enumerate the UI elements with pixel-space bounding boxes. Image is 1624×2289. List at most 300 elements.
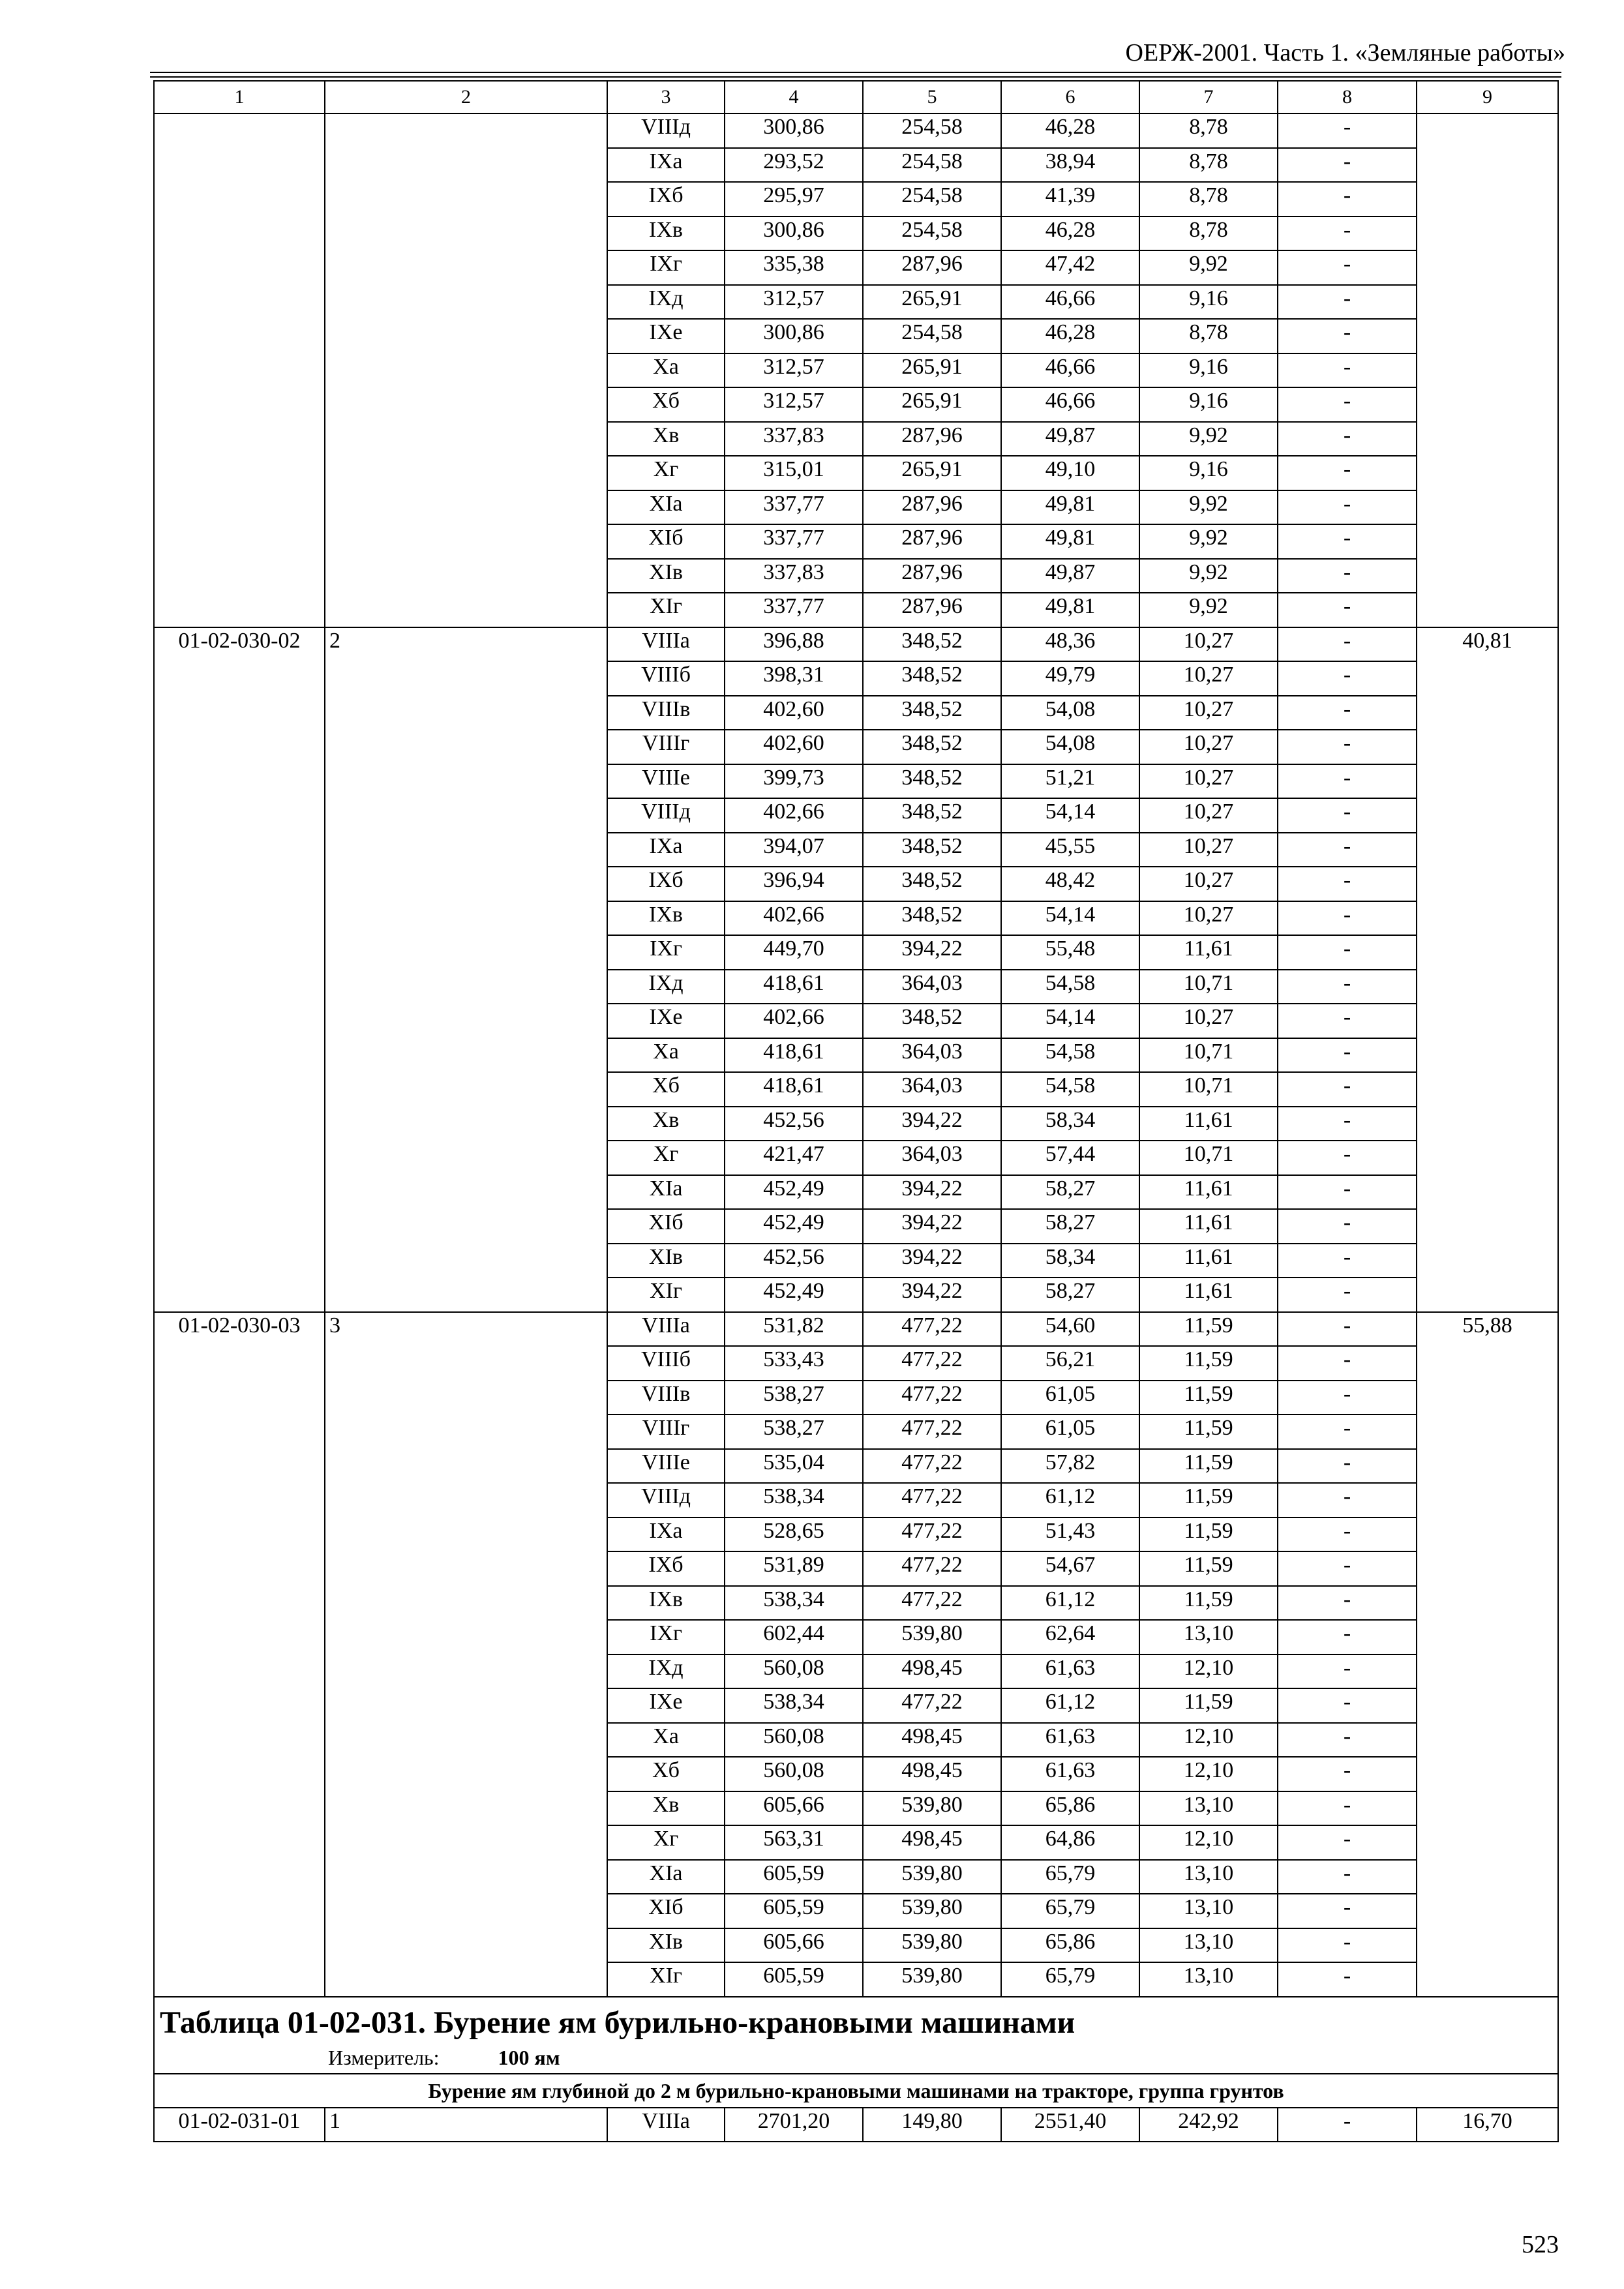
soil-group-cell: Xб	[607, 387, 725, 422]
soil-group-cell: XIб	[607, 1894, 725, 1928]
soil-group-cell: Xв	[607, 422, 725, 456]
wages-cell: 364,03	[863, 970, 1001, 1004]
total-cost-cell: 335,38	[725, 250, 863, 285]
wages-cell: 477,22	[863, 1483, 1001, 1518]
wages-cell: 394,22	[863, 935, 1001, 970]
total-cost-cell: 538,34	[725, 1586, 863, 1621]
wages-cell: 394,22	[863, 1244, 1001, 1278]
soil-group-cell: VIIIд	[607, 798, 725, 833]
machinist-wages-cell: 11,59	[1139, 1688, 1278, 1723]
machine-cost-cell: 46,28	[1001, 113, 1139, 148]
machinist-wages-cell: 11,59	[1139, 1449, 1278, 1484]
soil-group-cell: XIв	[607, 1244, 725, 1278]
machinist-wages-cell: 11,59	[1139, 1414, 1278, 1449]
work-description-cell: 2	[325, 627, 607, 1312]
wages-cell: 287,96	[863, 490, 1001, 525]
soil-group-cell: IXг	[607, 935, 725, 970]
soil-group-cell: VIIIа	[607, 1312, 725, 1347]
total-cost-cell: 452,56	[725, 1107, 863, 1141]
soil-group-cell: Xв	[607, 1791, 725, 1826]
column-number-cell: 4	[725, 81, 863, 113]
machinist-wages-cell: 11,59	[1139, 1518, 1278, 1552]
soil-group-cell: XIг	[607, 593, 725, 627]
machinist-wages-cell: 10,27	[1139, 730, 1278, 764]
machine-cost-cell: 61,12	[1001, 1688, 1139, 1723]
table-title: Таблица 01-02-031. Бурение ям бурильно-крановыми машинами	[160, 2005, 1075, 2040]
wages-cell: 394,22	[863, 1107, 1001, 1141]
total-cost-cell: 528,65	[725, 1518, 863, 1552]
table-row	[154, 627, 1558, 662]
materials-cell: -	[1278, 1962, 1417, 1997]
materials-cell: -	[1278, 1483, 1417, 1518]
wages-cell: 348,52	[863, 696, 1001, 730]
rates-table	[153, 80, 1559, 2142]
machine-cost-cell: 64,86	[1001, 1825, 1139, 1860]
total-cost-cell: 535,04	[725, 1449, 863, 1484]
soil-group-cell: VIIIб	[607, 661, 725, 696]
table-row	[154, 1312, 1558, 1347]
machinist-wages-cell: 10,71	[1139, 1038, 1278, 1073]
machine-cost-cell: 61,05	[1001, 1414, 1139, 1449]
machinist-wages-cell: 13,10	[1139, 1791, 1278, 1826]
machine-cost-cell: 65,86	[1001, 1791, 1139, 1826]
wages-cell: 539,80	[863, 1860, 1001, 1894]
machinist-wages-cell: 11,59	[1139, 1483, 1278, 1518]
wages-cell: 364,03	[863, 1038, 1001, 1073]
machine-cost-cell: 61,63	[1001, 1757, 1139, 1791]
machine-cost-cell: 49,81	[1001, 593, 1139, 627]
machine-cost-cell: 54,58	[1001, 1038, 1139, 1073]
total-cost-cell: 337,83	[725, 559, 863, 593]
machine-cost-cell: 58,27	[1001, 1278, 1139, 1312]
total-cost-cell: 538,27	[725, 1381, 863, 1415]
labour-cost-cell: 55,88	[1417, 1312, 1558, 1997]
materials-cell: -	[1278, 901, 1417, 936]
soil-group-cell: Xг	[607, 1825, 725, 1860]
materials-cell: -	[1278, 1894, 1417, 1928]
soil-group-cell: IXе	[607, 1688, 725, 1723]
machinist-wages-cell: 8,78	[1139, 148, 1278, 183]
machinist-wages-cell: 11,59	[1139, 1312, 1278, 1347]
soil-group-cell: IXг	[607, 250, 725, 285]
materials-cell: -	[1278, 319, 1417, 353]
total-cost-cell: 418,61	[725, 970, 863, 1004]
total-cost-cell: 312,57	[725, 387, 863, 422]
wages-cell: 477,22	[863, 1381, 1001, 1415]
machinist-wages-cell: 9,92	[1139, 559, 1278, 593]
machine-cost-cell: 54,67	[1001, 1551, 1139, 1586]
machine-cost-cell: 54,14	[1001, 1004, 1139, 1038]
machine-cost-cell: 54,58	[1001, 1072, 1139, 1107]
machine-cost-cell: 51,21	[1001, 764, 1139, 799]
labour-cost-cell: 40,81	[1417, 627, 1558, 1312]
machinist-wages-cell: 13,10	[1139, 1928, 1278, 1963]
table-subtitle-row	[154, 2074, 1558, 2108]
wages-cell: 287,96	[863, 559, 1001, 593]
wages-cell: 254,58	[863, 182, 1001, 217]
machinist-wages-cell: 10,27	[1139, 661, 1278, 696]
total-cost-cell: 602,44	[725, 1620, 863, 1654]
soil-group-cell: VIIIг	[607, 730, 725, 764]
machine-cost-cell: 58,34	[1001, 1107, 1139, 1141]
soil-group-cell: Xа	[607, 353, 725, 388]
materials-cell: -	[1278, 1928, 1417, 1963]
materials-cell: -	[1278, 353, 1417, 388]
machine-cost-cell: 48,36	[1001, 627, 1139, 662]
table-row	[154, 113, 1558, 148]
column-number-cell: 2	[325, 81, 607, 113]
machine-cost-cell: 61,05	[1001, 1381, 1139, 1415]
soil-group-cell: IXа	[607, 833, 725, 867]
machine-cost-cell: 48,42	[1001, 867, 1139, 901]
machinist-wages-cell: 8,78	[1139, 182, 1278, 217]
machinist-wages-cell: 12,10	[1139, 1825, 1278, 1860]
soil-group-cell: VIIIв	[607, 696, 725, 730]
total-cost-cell: 295,97	[725, 182, 863, 217]
machinist-wages-cell: 11,61	[1139, 935, 1278, 970]
wages-cell: 348,52	[863, 764, 1001, 799]
code-cell: 01-02-031-01	[154, 2108, 325, 2142]
materials-cell: -	[1278, 456, 1417, 490]
total-cost-cell: 315,01	[725, 456, 863, 490]
labour-cost-cell	[1417, 113, 1558, 627]
machine-cost-cell: 49,10	[1001, 456, 1139, 490]
page-header: ОЕРЖ-2001. Часть 1. «Земляные работы»	[1125, 39, 1565, 67]
wages-cell: 348,52	[863, 627, 1001, 662]
table-title-row	[154, 1997, 1558, 2074]
materials-cell: -	[1278, 1346, 1417, 1381]
materials-cell: -	[1278, 661, 1417, 696]
column-number-cell: 7	[1139, 81, 1278, 113]
machinist-wages-cell: 10,27	[1139, 764, 1278, 799]
materials-cell: -	[1278, 182, 1417, 217]
total-cost-cell: 605,59	[725, 1962, 863, 1997]
work-description-cell: 3	[325, 1312, 607, 1997]
machinist-wages-cell: 11,61	[1139, 1278, 1278, 1312]
wages-cell: 394,22	[863, 1278, 1001, 1312]
materials-cell: -	[1278, 1312, 1417, 1347]
wages-cell: 254,58	[863, 217, 1001, 251]
machine-cost-cell: 56,21	[1001, 1346, 1139, 1381]
materials-cell: -	[1278, 1004, 1417, 1038]
soil-group-cell: XIа	[607, 1175, 725, 1210]
table-subtitle: Бурение ям глубиной до 2 м бурильно-крановыми машинами на тракторе, группа грунтов	[154, 2074, 1558, 2108]
soil-group-cell: IXб	[607, 182, 725, 217]
soil-group-cell: Xг	[607, 456, 725, 490]
total-cost-cell: 560,08	[725, 1757, 863, 1791]
column-number-cell: 8	[1278, 81, 1417, 113]
wages-cell: 265,91	[863, 387, 1001, 422]
soil-group-cell: IXв	[607, 217, 725, 251]
total-cost-cell: 300,86	[725, 217, 863, 251]
soil-group-cell: IXа	[607, 148, 725, 183]
soil-group-cell: XIг	[607, 1962, 725, 1997]
machine-cost-cell: 61,12	[1001, 1483, 1139, 1518]
machinist-wages-cell: 8,78	[1139, 319, 1278, 353]
machine-cost-cell: 38,94	[1001, 148, 1139, 183]
total-cost-cell: 312,57	[725, 285, 863, 320]
total-cost-cell: 402,66	[725, 798, 863, 833]
machine-cost-cell: 41,39	[1001, 182, 1139, 217]
soil-group-cell: IXб	[607, 867, 725, 901]
total-cost-cell: 312,57	[725, 353, 863, 388]
soil-group-cell: IXв	[607, 1586, 725, 1621]
machine-cost-cell: 65,79	[1001, 1894, 1139, 1928]
total-cost-cell: 538,34	[725, 1688, 863, 1723]
wages-cell: 364,03	[863, 1072, 1001, 1107]
header-rule-top	[150, 72, 1561, 73]
soil-group-cell: XIб	[607, 524, 725, 559]
total-cost-cell: 538,34	[725, 1483, 863, 1518]
wages-cell: 287,96	[863, 250, 1001, 285]
soil-group-cell: IXб	[607, 1551, 725, 1586]
materials-cell: -	[1278, 1381, 1417, 1415]
materials-cell: -	[1278, 798, 1417, 833]
wages-cell: 477,22	[863, 1449, 1001, 1484]
soil-group-cell: IXд	[607, 970, 725, 1004]
materials-cell: -	[1278, 250, 1417, 285]
machine-cost-cell: 46,66	[1001, 353, 1139, 388]
wages-cell: 477,22	[863, 1586, 1001, 1621]
total-cost-cell: 418,61	[725, 1038, 863, 1073]
total-cost-cell: 337,77	[725, 524, 863, 559]
total-cost-cell: 421,47	[725, 1141, 863, 1175]
table-row	[154, 2108, 1558, 2142]
machinist-wages-cell: 11,61	[1139, 1209, 1278, 1244]
soil-group-cell: VIIIе	[607, 764, 725, 799]
machine-cost-cell: 49,87	[1001, 422, 1139, 456]
total-cost-cell: 402,60	[725, 730, 863, 764]
machine-cost-cell: 49,79	[1001, 661, 1139, 696]
wages-cell: 254,58	[863, 148, 1001, 183]
materials-cell: -	[1278, 1449, 1417, 1484]
wages-cell: 539,80	[863, 1962, 1001, 1997]
labour-cost-cell: 16,70	[1417, 2108, 1558, 2142]
wages-cell: 539,80	[863, 1894, 1001, 1928]
total-cost-cell: 398,31	[725, 661, 863, 696]
total-cost-cell: 452,56	[725, 1244, 863, 1278]
soil-group-cell: VIIIа	[607, 2108, 725, 2142]
materials-cell: -	[1278, 1654, 1417, 1689]
machinist-wages-cell: 10,71	[1139, 1141, 1278, 1175]
soil-group-cell: IXг	[607, 1620, 725, 1654]
materials-cell: -	[1278, 1551, 1417, 1586]
machine-cost-cell: 57,44	[1001, 1141, 1139, 1175]
wages-cell: 287,96	[863, 593, 1001, 627]
machinist-wages-cell: 9,92	[1139, 593, 1278, 627]
unit-value: 100 ям	[498, 2045, 560, 2069]
wages-cell: 477,22	[863, 1346, 1001, 1381]
materials-cell: -	[1278, 285, 1417, 320]
total-cost-cell: 396,94	[725, 867, 863, 901]
machine-cost-cell: 49,81	[1001, 524, 1139, 559]
code-cell	[154, 113, 325, 627]
column-number-cell: 3	[607, 81, 725, 113]
machinist-wages-cell: 11,59	[1139, 1381, 1278, 1415]
materials-cell: -	[1278, 1586, 1417, 1621]
soil-group-cell: VIIIе	[607, 1449, 725, 1484]
materials-cell: -	[1278, 559, 1417, 593]
materials-cell: -	[1278, 422, 1417, 456]
machinist-wages-cell: 11,61	[1139, 1107, 1278, 1141]
materials-cell: -	[1278, 1688, 1417, 1723]
machine-cost-cell: 46,66	[1001, 387, 1139, 422]
wages-cell: 348,52	[863, 833, 1001, 867]
machinist-wages-cell: 10,71	[1139, 970, 1278, 1004]
machinist-wages-cell: 13,10	[1139, 1860, 1278, 1894]
soil-group-cell: IXа	[607, 1518, 725, 1552]
materials-cell: -	[1278, 593, 1417, 627]
wages-cell: 539,80	[863, 1791, 1001, 1826]
total-cost-cell: 337,83	[725, 422, 863, 456]
machine-cost-cell: 65,86	[1001, 1928, 1139, 1963]
code-cell: 01-02-030-03	[154, 1312, 325, 1997]
wages-cell: 348,52	[863, 1004, 1001, 1038]
total-cost-cell: 300,86	[725, 319, 863, 353]
wages-cell: 498,45	[863, 1825, 1001, 1860]
machinist-wages-cell: 10,27	[1139, 901, 1278, 936]
wages-cell: 287,96	[863, 524, 1001, 559]
materials-cell: -	[1278, 1244, 1417, 1278]
column-number-cell: 1	[154, 81, 325, 113]
table-title-cell	[154, 1997, 1558, 2074]
wages-cell: 394,22	[863, 1209, 1001, 1244]
wages-cell: 539,80	[863, 1928, 1001, 1963]
total-cost-cell: 337,77	[725, 593, 863, 627]
soil-group-cell: Xб	[607, 1072, 725, 1107]
materials-cell: -	[1278, 1757, 1417, 1791]
column-number-row	[154, 81, 1558, 113]
wages-cell: 539,80	[863, 1620, 1001, 1654]
machine-cost-cell: 46,28	[1001, 217, 1139, 251]
machinist-wages-cell: 8,78	[1139, 113, 1278, 148]
soil-group-cell: IXе	[607, 319, 725, 353]
materials-cell: -	[1278, 1620, 1417, 1654]
machine-cost-cell: 58,34	[1001, 1244, 1139, 1278]
code-cell: 01-02-030-02	[154, 627, 325, 1312]
materials-cell: -	[1278, 524, 1417, 559]
wages-cell: 498,45	[863, 1757, 1001, 1791]
wages-cell: 477,22	[863, 1688, 1001, 1723]
soil-group-cell: Xа	[607, 1723, 725, 1758]
materials-cell: -	[1278, 833, 1417, 867]
soil-group-cell: IXе	[607, 1004, 725, 1038]
machinist-wages-cell: 9,16	[1139, 353, 1278, 388]
total-cost-cell: 560,08	[725, 1654, 863, 1689]
wages-cell: 254,58	[863, 319, 1001, 353]
total-cost-cell: 605,59	[725, 1860, 863, 1894]
machinist-wages-cell: 8,78	[1139, 217, 1278, 251]
machine-cost-cell: 49,81	[1001, 490, 1139, 525]
soil-group-cell: VIIIд	[607, 1483, 725, 1518]
total-cost-cell: 560,08	[725, 1723, 863, 1758]
machinist-wages-cell: 242,92	[1139, 2108, 1278, 2142]
column-number-cell: 6	[1001, 81, 1139, 113]
soil-group-cell: XIб	[607, 1209, 725, 1244]
machinist-wages-cell: 9,16	[1139, 456, 1278, 490]
wages-cell: 265,91	[863, 353, 1001, 388]
wages-cell: 287,96	[863, 422, 1001, 456]
total-cost-cell: 531,89	[725, 1551, 863, 1586]
column-number-cell: 5	[863, 81, 1001, 113]
unit-label: Измеритель:	[328, 2045, 440, 2069]
soil-group-cell: VIIIа	[607, 627, 725, 662]
wages-cell: 498,45	[863, 1723, 1001, 1758]
total-cost-cell: 418,61	[725, 1072, 863, 1107]
column-number-cell: 9	[1417, 81, 1558, 113]
machine-cost-cell: 46,28	[1001, 319, 1139, 353]
machine-cost-cell: 54,14	[1001, 798, 1139, 833]
materials-cell: -	[1278, 764, 1417, 799]
machine-cost-cell: 2551,40	[1001, 2108, 1139, 2142]
wages-cell: 265,91	[863, 456, 1001, 490]
total-cost-cell: 337,77	[725, 490, 863, 525]
machine-cost-cell: 62,64	[1001, 1620, 1139, 1654]
soil-group-cell: XIа	[607, 490, 725, 525]
machine-cost-cell: 61,63	[1001, 1723, 1139, 1758]
soil-group-cell: Xб	[607, 1757, 725, 1791]
wages-cell: 394,22	[863, 1175, 1001, 1210]
total-cost-cell: 452,49	[725, 1175, 863, 1210]
soil-group-cell: IXд	[607, 285, 725, 320]
machinist-wages-cell: 10,27	[1139, 696, 1278, 730]
machinist-wages-cell: 11,61	[1139, 1244, 1278, 1278]
total-cost-cell: 449,70	[725, 935, 863, 970]
total-cost-cell: 605,59	[725, 1894, 863, 1928]
machinist-wages-cell: 9,92	[1139, 422, 1278, 456]
total-cost-cell: 402,66	[725, 1004, 863, 1038]
total-cost-cell: 396,88	[725, 627, 863, 662]
soil-group-cell: IXв	[607, 901, 725, 936]
materials-cell: -	[1278, 1414, 1417, 1449]
materials-cell: -	[1278, 217, 1417, 251]
machine-cost-cell: 47,42	[1001, 250, 1139, 285]
total-cost-cell: 605,66	[725, 1791, 863, 1826]
machinist-wages-cell: 12,10	[1139, 1723, 1278, 1758]
soil-group-cell: XIг	[607, 1278, 725, 1312]
machine-cost-cell: 58,27	[1001, 1209, 1139, 1244]
wages-cell: 254,58	[863, 113, 1001, 148]
machine-cost-cell: 58,27	[1001, 1175, 1139, 1210]
soil-group-cell: Xа	[607, 1038, 725, 1073]
materials-cell: -	[1278, 1072, 1417, 1107]
materials-cell: -	[1278, 1825, 1417, 1860]
soil-group-cell: VIIIд	[607, 113, 725, 148]
work-description-cell: 1	[325, 2108, 607, 2142]
wages-cell: 477,22	[863, 1551, 1001, 1586]
soil-group-cell: VIIIв	[607, 1381, 725, 1415]
total-cost-cell: 531,82	[725, 1312, 863, 1347]
materials-cell: -	[1278, 1723, 1417, 1758]
machinist-wages-cell: 11,59	[1139, 1346, 1278, 1381]
materials-cell: -	[1278, 1175, 1417, 1210]
total-cost-cell: 394,07	[725, 833, 863, 867]
machinist-wages-cell: 12,10	[1139, 1654, 1278, 1689]
materials-cell: -	[1278, 1209, 1417, 1244]
machinist-wages-cell: 9,92	[1139, 524, 1278, 559]
materials-cell: -	[1278, 730, 1417, 764]
machinist-wages-cell: 10,27	[1139, 1004, 1278, 1038]
materials-cell: -	[1278, 627, 1417, 662]
machinist-wages-cell: 11,59	[1139, 1586, 1278, 1621]
machinist-wages-cell: 12,10	[1139, 1757, 1278, 1791]
machinist-wages-cell: 10,27	[1139, 867, 1278, 901]
materials-cell: -	[1278, 1518, 1417, 1552]
soil-group-cell: Xв	[607, 1107, 725, 1141]
total-cost-cell: 605,66	[725, 1928, 863, 1963]
wages-cell: 348,52	[863, 901, 1001, 936]
machinist-wages-cell: 9,92	[1139, 490, 1278, 525]
